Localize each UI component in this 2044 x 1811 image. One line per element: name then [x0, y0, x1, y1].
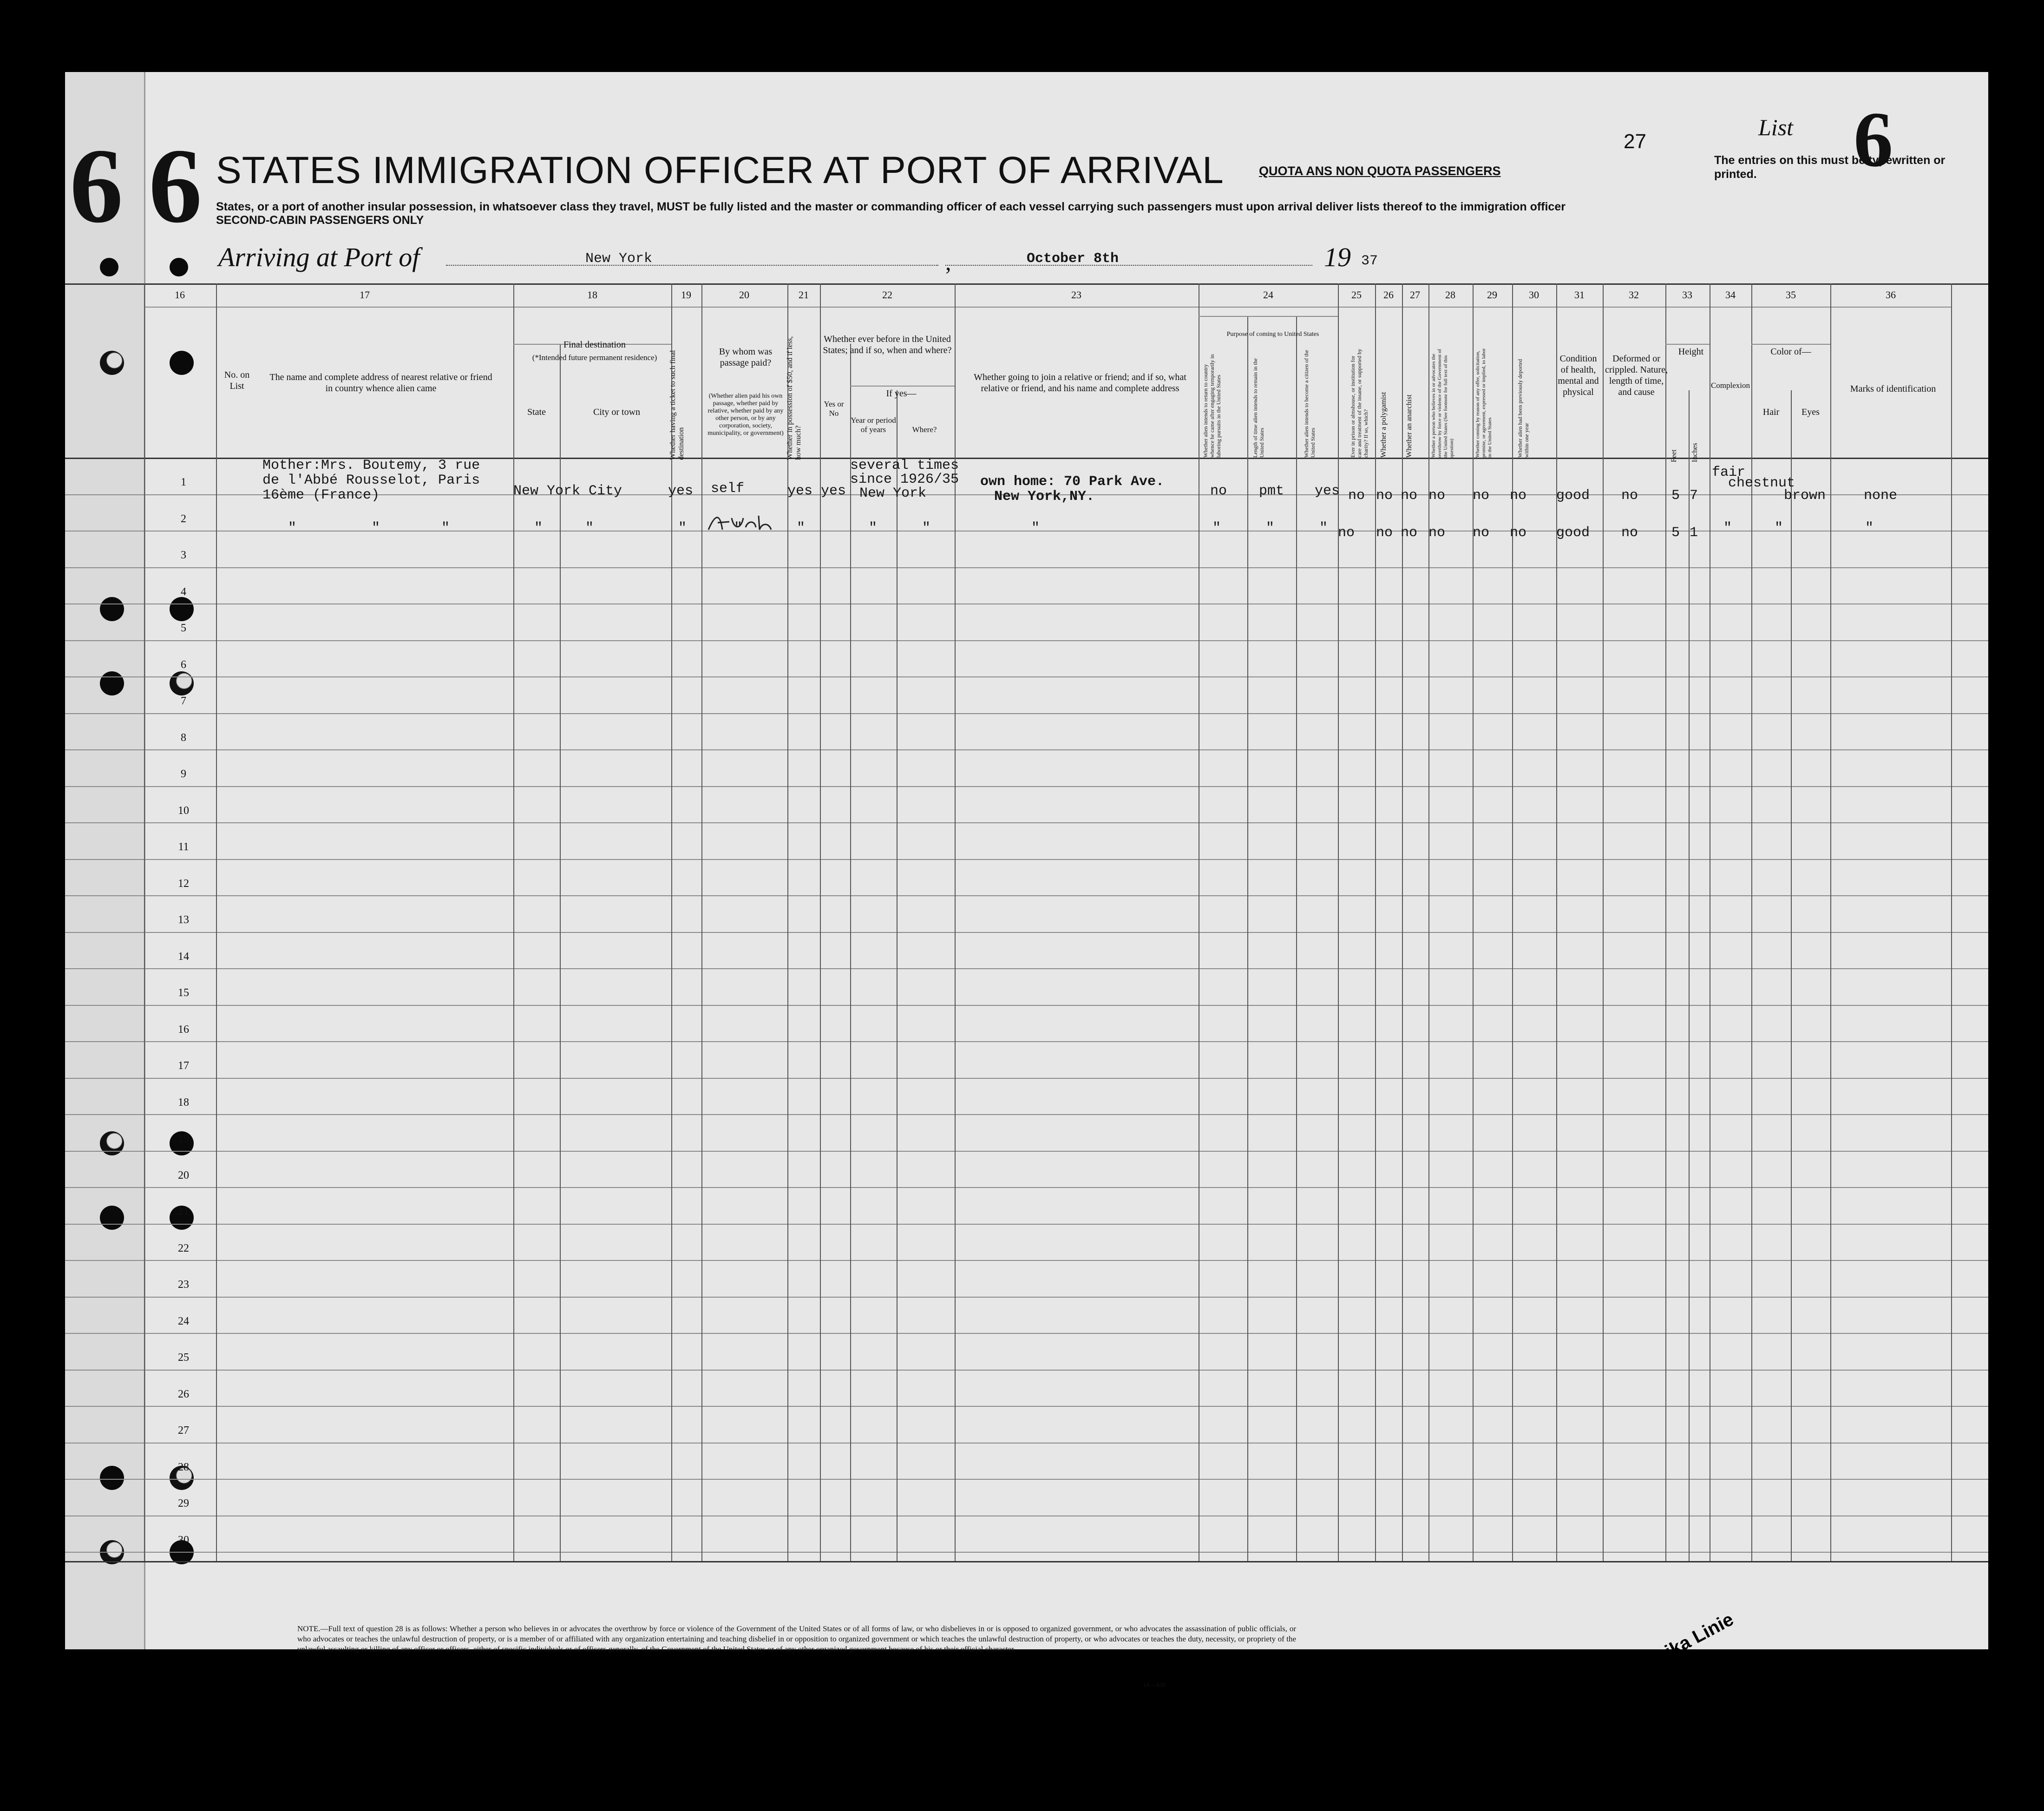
typewritten-note: The entries on this must be typewritten or printed.: [1714, 154, 1946, 181]
punch-hole: [100, 351, 124, 375]
row2-anarchist: no: [1401, 525, 1418, 541]
column-line: [1603, 283, 1604, 1561]
row-line: [65, 1151, 1988, 1152]
header-q29: Whether coming by reason of any offer, solicitation, promise, or agreement, expressed or implied, to labor in the United States: [1475, 348, 1493, 458]
row1-relative-line1: Mother:Mrs. Boutemy, 3 rue: [262, 458, 480, 473]
port-value: New York: [585, 251, 653, 267]
row-line: [65, 1078, 1988, 1079]
row-line: [65, 895, 1988, 896]
row-line: [65, 1260, 1988, 1261]
ditto-mark: ": [869, 520, 878, 536]
row-line: [65, 1297, 1988, 1298]
row2-inches: 1: [1690, 525, 1698, 541]
sub-header-line: [850, 386, 955, 387]
header-if-yes: If yes—: [886, 388, 917, 399]
column-number: 23: [1071, 289, 1081, 301]
row-line: [65, 1443, 1988, 1444]
ditto-mark: ": [1865, 520, 1874, 536]
date-value: October 8th: [1027, 251, 1119, 267]
sub-column-line: [1689, 390, 1690, 1561]
row-line: [65, 749, 1988, 750]
column-line: [144, 283, 145, 1561]
column-number: 30: [1529, 289, 1539, 301]
row2-prison: no: [1338, 525, 1355, 541]
row-line: [65, 1479, 1988, 1480]
row-line: [65, 968, 1988, 969]
ditto-mark: ": [372, 520, 380, 536]
row2-polygamist: no: [1376, 525, 1393, 541]
header-hair: Hair: [1762, 407, 1780, 417]
header-polygamist: Whether a polygamist: [1380, 392, 1388, 458]
ditto-mark: ": [441, 520, 450, 536]
punch-hole: [100, 258, 118, 276]
row-number: 28: [178, 1461, 189, 1473]
ditto-mark: ": [1031, 520, 1040, 536]
row-number: 6: [181, 658, 186, 671]
punch-hole: [100, 1131, 124, 1155]
sub-header-line: [1751, 344, 1830, 345]
row-number: 21: [178, 1206, 189, 1218]
row1-before-period-line1: several times: [850, 458, 959, 473]
row-line: [65, 1406, 1988, 1407]
column-line: [1556, 283, 1557, 1561]
column-line: [216, 283, 217, 1561]
page-stamp: 27: [1624, 130, 1646, 153]
header-health: Condition of health, mental and physical: [1558, 354, 1599, 397]
quota-label: QUOTA ANS NON QUOTA PASSENGERS: [1259, 164, 1501, 178]
row1-relative-line2: de l'Abbé Rousselot, Paris: [262, 472, 480, 488]
shipping-line-stamp: Hamburg-Amerika Linie: [1542, 1609, 1737, 1726]
row-number: 12: [178, 877, 189, 890]
row-line: [65, 1041, 1988, 1042]
instruction-text: States, or a port of another insular possession, in whatsoever class they travel, MUST be fully listed and the master or commanding officer of each vessel carrying such passengers must upon arrival deliver lists thereof to the immigration officer: [216, 200, 1566, 213]
row-number: 18: [178, 1096, 189, 1109]
header-feet: Feet: [1670, 449, 1678, 462]
punch-hole: [170, 258, 188, 276]
column-line: [671, 283, 672, 1561]
row-number: 19: [178, 1133, 189, 1145]
row1-prison: no: [1348, 488, 1365, 504]
row-line: [65, 1224, 1988, 1225]
column-number: 26: [1383, 289, 1394, 301]
row-line: [65, 1114, 1988, 1115]
column-number: 27: [1410, 289, 1420, 301]
row-number: 16: [178, 1023, 189, 1036]
ditto-mark: ": [1723, 520, 1732, 536]
row-line: [65, 713, 1988, 714]
row-number: 17: [178, 1060, 189, 1072]
row-line: [65, 859, 1988, 860]
row1-anarchist: no: [1401, 488, 1418, 504]
header-final-destination-note: (*Intended future permanent residence): [532, 353, 657, 362]
sub-column-line: [560, 344, 561, 1561]
row-number: 5: [181, 622, 186, 634]
row1-paid-by: self: [711, 481, 745, 497]
column-number: 35: [1786, 289, 1796, 301]
row1-joining-line1: own home: 70 Park Ave.: [980, 474, 1165, 490]
header-possession-50: Whether in possession of $50, and if less, how much?: [786, 336, 802, 460]
column-line: [1830, 283, 1831, 1561]
row-line: [65, 1187, 1988, 1188]
row1-before-yes-no: yes: [821, 483, 846, 499]
column-number: 21: [799, 289, 809, 301]
port-underline: [446, 265, 938, 266]
column-number: 25: [1351, 289, 1362, 301]
row1-health: good: [1556, 488, 1590, 504]
row-number: 7: [181, 695, 186, 707]
sub-column-line: [1791, 390, 1792, 1561]
column-line: [1402, 283, 1403, 1561]
column-number: 19: [681, 289, 691, 301]
ditto-mark: ": [1212, 520, 1221, 536]
row-line: [65, 1333, 1988, 1334]
row-line: [65, 640, 1988, 641]
row1-joining-line2: New York,NY.: [994, 489, 1095, 505]
header-nearest-relative: The name and complete address of nearest relative or friend in country whence alien came: [269, 372, 492, 394]
column-number: 33: [1682, 289, 1692, 301]
column-number: 22: [882, 289, 892, 301]
column-number: 20: [739, 289, 749, 301]
row2-q30: no: [1510, 525, 1527, 541]
header-deformed: Deformed or crippled. Nature, length of time, and cause: [1605, 354, 1668, 397]
column-line: [701, 283, 702, 1561]
row-line: [65, 676, 1988, 677]
header-paid-by-note: (Whether alien paid his own passage, whether paid by relative, whether paid by any other person, or by any corporation, society, municipality, or government): [708, 393, 784, 437]
row-number: 9: [181, 768, 186, 780]
row1-inches: 7: [1690, 488, 1698, 504]
row-number: 23: [178, 1279, 189, 1291]
row2-feet: 5: [1671, 525, 1680, 541]
column-number: 16: [175, 289, 185, 301]
row-number: 3: [181, 549, 186, 561]
header-purpose-a: Whether alien intends to return to country whence he came after engaging temporarily in laboring pursuits in the United States: [1202, 354, 1222, 458]
footnote-q28: NOTE.—Full text of question 28 is as follows: Whether a person who believes in or advocates the overthrow by force or violence of the Government of the United States or of all forms of law, or who disbelieves in or is opposed to organized government, or who advocates the assassination of public officials, or who advocates or teaches the unlawful destruction of property, or is a member of or affiliated with any organization entertaining and teaching disbelief in or opposition to organized government or which teaches the unlawful destruction of property, or who advocates or teaches the duty, necessity, or propriety of the unlawful assaulting or killing of any officer or officers, either of specific individuals or of officers generally, of the Government of the United States or of any other organized government because of his or their official character.: [297, 1624, 1296, 1654]
column-line: [1375, 283, 1376, 1561]
column-number: 17: [360, 289, 370, 301]
header-inches: Inches: [1691, 443, 1699, 462]
header-anarchist: Whether an anarchist: [1405, 394, 1413, 458]
ditto-mark: ": [734, 520, 743, 536]
list-number-left-b: 6: [149, 126, 202, 245]
port-comma: ,: [945, 249, 951, 275]
list-label: List: [1758, 114, 1794, 140]
punch-hole: [100, 671, 124, 696]
sub-column-line: [1247, 316, 1248, 1561]
header-number-border: [144, 307, 1951, 308]
column-line: [1512, 283, 1513, 1561]
row1-q29: no: [1473, 488, 1490, 504]
row-number: 15: [178, 987, 189, 999]
row1-before-where: New York: [859, 486, 927, 501]
row-number: 29: [178, 1497, 189, 1509]
ditto-mark: ": [797, 520, 806, 536]
header-prison: Ever in prison or almshouse, or institution for care and treatment of the insane, or supported by charity? If so, which?: [1350, 348, 1369, 458]
row2-q29: no: [1473, 525, 1490, 541]
row1-purpose-c: yes: [1315, 483, 1340, 499]
row-line: [65, 786, 1988, 787]
row2-health: good: [1556, 525, 1590, 541]
row1-relative-line3: 16ème (France): [262, 487, 380, 503]
ditto-mark: ": [678, 520, 687, 536]
row1-purpose-b: pmt: [1259, 483, 1284, 499]
sub-header-line: [1199, 316, 1338, 317]
ditto-mark: ": [1266, 520, 1275, 536]
list-value: 6: [1854, 96, 1893, 183]
row-line: [65, 567, 1988, 568]
row-number: 22: [178, 1242, 189, 1254]
row1-possession-50: yes: [787, 483, 813, 499]
class-line: SECOND-CABIN PASSENGERS ONLY: [216, 214, 424, 227]
header-purpose-b: Length of time alien intends to remain in the United States: [1252, 358, 1265, 458]
ditto-mark: ": [1319, 520, 1328, 536]
column-number: 32: [1629, 289, 1639, 301]
row2-q28: no: [1428, 525, 1446, 541]
column-line: [1428, 283, 1429, 1561]
row-line: [65, 932, 1988, 933]
row2-deformed: no: [1621, 525, 1638, 541]
column-line: [1473, 283, 1474, 1561]
header-joining: Whether going to join a relative or friend; and if so, what relative or friend, and his name and complete address: [974, 372, 1186, 394]
header-height: Height: [1678, 347, 1704, 357]
ditto-mark: ": [585, 520, 594, 536]
row-number: 1: [181, 476, 186, 488]
date-underline: [945, 265, 1312, 266]
header-year-period: Year or period of years: [851, 416, 896, 434]
row-number: 20: [178, 1169, 189, 1181]
form-title: STATES IMMIGRATION OFFICER AT PORT OF ARRIVAL: [216, 149, 1224, 191]
row1-eyes: brown: [1784, 488, 1826, 504]
header-q30: Whether alien had been previously deported within one year: [1517, 359, 1530, 458]
header-yes-no: Yes or No: [824, 400, 844, 418]
row-number: 2: [181, 512, 186, 525]
row-number: 13: [178, 914, 189, 926]
manifest-page: [65, 72, 1988, 1726]
column-number: 24: [1263, 289, 1273, 301]
header-where: Where?: [912, 425, 937, 434]
header-state: State: [527, 407, 546, 417]
list-number-left-a: 6: [70, 126, 123, 245]
sub-header-line: [1665, 344, 1710, 345]
row1-purpose-a: no: [1210, 483, 1227, 499]
header-final-destination: Final destination: [563, 340, 626, 350]
year-prefix: 19: [1324, 242, 1351, 272]
column-line: [820, 283, 821, 1561]
row1-polygamist: no: [1376, 488, 1393, 504]
sub-column-line: [1296, 316, 1297, 1561]
header-eyes: Eyes: [1802, 407, 1820, 417]
sub-column-line: [850, 344, 851, 1561]
punch-hole: [100, 597, 124, 621]
column-line: [787, 283, 788, 1561]
column-line: [1338, 283, 1339, 1561]
row-number: 26: [178, 1388, 189, 1400]
table-bottom-border: [65, 1561, 1988, 1562]
row-number: 4: [181, 585, 186, 598]
header-purpose: Purpose of coming to United States: [1226, 331, 1319, 338]
row1-ticket: yes: [668, 483, 694, 499]
ditto-mark: ": [1775, 520, 1783, 536]
row1-city: New York City: [513, 483, 622, 499]
punch-hole: [100, 1466, 124, 1490]
ditto-mark: ": [288, 520, 297, 536]
header-city: City or town: [593, 407, 641, 417]
row1-marks: none: [1864, 488, 1898, 504]
column-number: 36: [1886, 289, 1896, 301]
row-number: 8: [181, 731, 186, 744]
header-complexion: Complexion: [1710, 381, 1750, 390]
punch-hole: [100, 1206, 124, 1230]
row1-q28: no: [1428, 488, 1446, 504]
row-number: 27: [178, 1424, 189, 1437]
row-number: 30: [178, 1534, 189, 1546]
column-number: 31: [1574, 289, 1585, 301]
column-line: [1951, 283, 1952, 1561]
form-code: 14—430: [1143, 1682, 1166, 1689]
header-purpose-c: Whether alien intends to become a citizen of the United States: [1303, 350, 1316, 458]
row1-hair: chestnut: [1728, 475, 1795, 491]
row1-complexion: fair: [1712, 465, 1746, 480]
header-marks: Marks of identification: [1850, 384, 1936, 394]
column-number: 34: [1725, 289, 1736, 301]
column-line: [513, 283, 514, 1561]
row-number: 11: [178, 841, 189, 853]
header-before-in-us: Whether ever before in the United States; and if so, when and where?: [823, 334, 952, 355]
column-line: [1665, 283, 1666, 1561]
row-line: [65, 1552, 1988, 1553]
column-number: 18: [587, 289, 597, 301]
row-line: [65, 1005, 1988, 1006]
header-no-on-list: No. on List: [224, 370, 250, 391]
row1-before-period-line2: since 1926/35: [850, 472, 959, 487]
row1-deformed: no: [1621, 488, 1638, 504]
header-q28: Whether a person who believes in or advocates the overthrow by force or violence of the Government of the United States (See footnote for full text of this question): [1431, 349, 1454, 458]
left-binding-strip: [65, 72, 145, 1649]
row-number: 25: [178, 1352, 189, 1364]
row1-q30: no: [1510, 488, 1527, 504]
row-number: 10: [178, 804, 189, 817]
row-line: [65, 1370, 1988, 1371]
row-line: [65, 822, 1988, 823]
punch-hole: [170, 597, 194, 621]
column-number: 28: [1445, 289, 1455, 301]
ditto-mark: ": [534, 520, 543, 536]
header-color-of: Color of—: [1770, 347, 1811, 357]
sub-column-line: [897, 390, 898, 1561]
header-ticket: Whether having a ticket to such final destination: [669, 350, 685, 460]
punch-hole: [170, 671, 194, 696]
header-top-border: [65, 283, 1988, 285]
punch-hole: [170, 351, 194, 375]
header-paid-by: By whom was passage paid?: [719, 347, 773, 368]
row-number: 14: [178, 950, 189, 963]
year-suffix: 37: [1361, 253, 1378, 269]
ditto-mark: ": [922, 520, 931, 536]
arriving-label: Arriving at Port of: [218, 242, 420, 272]
column-number: 29: [1487, 289, 1497, 301]
row-number: 24: [178, 1315, 189, 1327]
row1-feet: 5: [1671, 488, 1680, 504]
